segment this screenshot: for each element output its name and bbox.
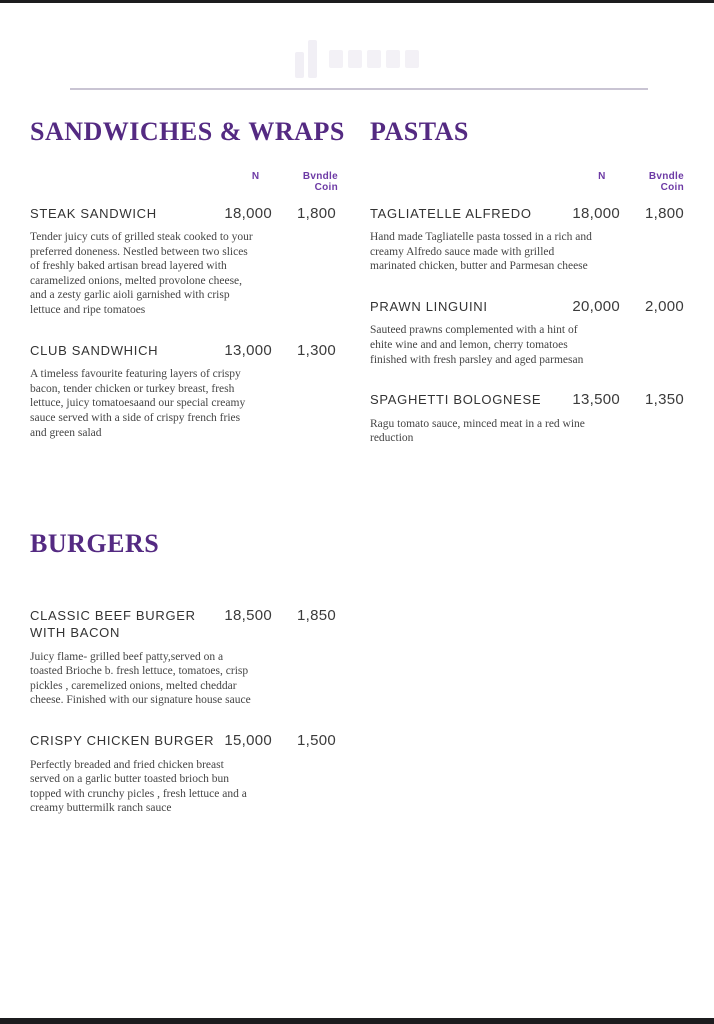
menu-item-price-coin: 1,500 [296, 731, 336, 749]
menu-item-row [370, 391, 684, 409]
section-items [370, 205, 684, 446]
photo-edge-top [0, 0, 714, 3]
menu-item-description: Juicy flame- grilled beef patty,served on a toasted Brioche b. fresh lettuce, tomatoes, crisp pickles , caremelized onions, melted cheddar cheese. Finished with our signature house sauce [30, 650, 251, 707]
menu-item-price-naira: 15,000 [224, 731, 272, 749]
menu-item-price-coin: 1,350 [644, 391, 684, 409]
menu-item-row [30, 732, 338, 750]
menu-item-name: STEAK SANDWICH [30, 205, 157, 221]
menu-item-price-coin: 1,300 [296, 341, 336, 359]
section-items [30, 205, 338, 441]
column-header-naira: N [251, 170, 260, 182]
menu-item-row [30, 205, 338, 223]
menu-item [370, 298, 684, 367]
menu-section-pastas [370, 116, 684, 446]
menu-item-name: CLUB SANDWHICH [30, 342, 159, 358]
menu-section-burgers [30, 528, 338, 816]
menu-item [30, 607, 338, 708]
menu-item-price-coin: 1,850 [296, 606, 336, 624]
menu-item-row [370, 205, 684, 223]
menu-item [370, 205, 684, 274]
header-divider [70, 88, 648, 90]
section-title: BURGERS [30, 529, 160, 558]
section-title: PASTAS [370, 117, 469, 146]
price-column-headers [30, 171, 338, 193]
menu-item-price-naira: 18,000 [572, 204, 620, 222]
menu-item-description: Tender juicy cuts of grilled steak cooked to your preferred doneness. Nestled between two slices of freshly baked artisan bread layered with caramelized onions, melted provolone cheese, and a zesty garlic aioli garnished with crisp lettuce and ripe tomatoes [30, 231, 253, 317]
menu-section-sandwiches-wraps [30, 116, 345, 440]
column-header-bvndle-coin: Bvndle Coin [648, 170, 684, 193]
menu-item-row [30, 607, 338, 642]
menu-item-price-naira: 20,000 [572, 297, 620, 315]
menu-item-price-naira: 13,000 [224, 341, 272, 359]
menu-item-name: CRISPY CHICKEN BURGER [30, 732, 215, 748]
menu-item [30, 732, 338, 816]
menu-item-description: Perfectly breaded and fried chicken breast served on a garlic butter toasted brioch bun topped with crunchy picles , fresh lettuce and a creamy buttermilk ranch sauce [30, 758, 247, 815]
menu-item-description: Sauteed prawns complemented with a hint of ehite wine and and lemon, cherry tomatoes finished with fresh parsley and aged parmesan [370, 324, 584, 366]
menu-item-price-naira: 13,500 [572, 391, 620, 409]
column-header-naira: N [598, 170, 606, 182]
menu-item-row [370, 298, 684, 316]
menu-item-description: Hand made Tagliatelle pasta tossed in a rich and creamy Alfredo sauce made with grilled marinated chicken, butter and Parmesan cheese [370, 231, 592, 273]
menu-item [30, 205, 338, 318]
brand-wordmark [329, 50, 419, 68]
menu-item-name: SPAGHETTI BOLOGNESE [370, 392, 542, 408]
menu-item-name: TAGLIATELLE ALFREDO [370, 205, 532, 221]
menu-item-description: A timeless favourite featuring layers of crispy bacon, tender chicken or turkey breast, fresh lettuce, juicy tomatoesaand our special creamy sauce served with a side of crispy french fries and green salad [30, 368, 246, 439]
menu-item-price-coin: 2,000 [644, 297, 684, 315]
menu-item-price-coin: 1,800 [644, 204, 684, 222]
menu-item-description: Ragu tomato sauce, minced meat in a red wine reduction [370, 417, 585, 445]
menu-item-row [30, 342, 338, 360]
column-header-spacer [370, 171, 549, 193]
section-title: SANDWICHES & WRAPS [30, 117, 345, 146]
brand-watermark [295, 40, 419, 78]
menu-item-price-coin: 1,800 [296, 204, 336, 222]
photo-edge-bottom [0, 1018, 714, 1024]
menu-item [30, 342, 338, 441]
column-header-spacer [30, 171, 210, 193]
menu-item-price-naira: 18,500 [224, 606, 272, 624]
column-header-bvndle-coin: Bvndle Coin [302, 170, 338, 193]
menu-item-price-naira: 18,000 [224, 204, 272, 222]
brand-logo-icon [295, 40, 317, 78]
section-items [30, 607, 338, 816]
menu-item-name: CLASSIC BEEF BURGER WITH BACON [30, 607, 196, 641]
price-column-headers [370, 171, 684, 193]
menu-item [370, 391, 684, 446]
menu-item-name: PRAWN LINGUINI [370, 298, 488, 314]
